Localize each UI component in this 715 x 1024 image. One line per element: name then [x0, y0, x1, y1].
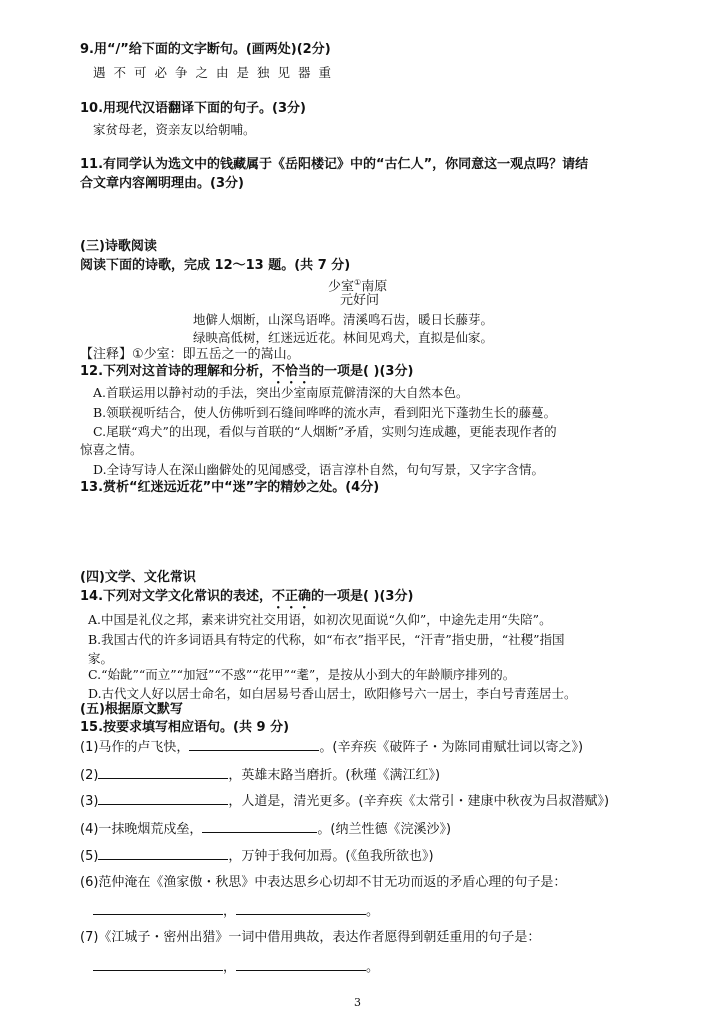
q15-item-4-blank[interactable]	[202, 820, 317, 833]
poem-title-footnote-mark: ①	[354, 278, 362, 287]
q14-title	[80, 588, 413, 612]
q10-title: 10.用现代汉语翻译下面的句子。(3分)	[80, 101, 306, 116]
q14-title-emphasis: 不正确	[272, 589, 312, 604]
poem-title-pre: 少室	[328, 279, 355, 295]
q12-title-emphasis: 不恰当	[272, 364, 312, 379]
q9-title: 9.用“/”给下面的文字断句。(画两处)(2分)	[80, 42, 331, 57]
poem-title-post: 南原	[361, 279, 388, 295]
poem-line-1: 地僻人烟断，山深鸟语哗。清溪鸣石齿，暖日长藤芽。	[193, 312, 494, 327]
q15-item-6-blank-1[interactable]	[93, 902, 223, 915]
q12-option-d: D.全诗写诗人在深山幽僻处的见闻感受，语言淳朴自然，句句写景，又字字含情。	[93, 462, 545, 477]
poem-note: 【注释】①少室：即五岳之一的嵩山。	[80, 347, 300, 362]
q15-item-5	[80, 847, 434, 866]
section4-heading: (四)文学、文化常识	[80, 570, 196, 585]
q12-option-c-line2: 惊喜之情。	[80, 442, 143, 457]
q11-line2: 合文章内容阐明理由。(3分)	[80, 176, 244, 191]
q12-option-c-line1: C.尾联“鸡犬”的出现，看似与首联的“人烟断”矛盾，实则匀连成趣，更能表现作者的	[93, 424, 557, 439]
q14-title-pre: 14.下列对文学文化常识的表述，	[80, 589, 273, 604]
q15-item-4-pre: (4)一抹晚烟荒戍垒，	[80, 822, 203, 837]
q15-item-1-post: 。(辛弃疾《破阵子・为陈同甫赋壮词以寄之》)	[319, 740, 584, 755]
q15-item-3-blank[interactable]	[98, 792, 228, 805]
q15-item-2	[80, 766, 440, 785]
page-number: 3	[354, 996, 361, 1009]
q15-item-2-post: ，英雄末路当磨折。(秋瑾《满江红》)	[228, 768, 441, 783]
q15-item-5-post: ，万钟于我何加焉。(《鱼我所欲也》)	[228, 849, 434, 864]
q15-item-7-blank-1[interactable]	[93, 958, 223, 971]
q15-item-7-answer	[93, 958, 379, 977]
q15-item-1-blank[interactable]	[189, 738, 319, 751]
q15-item-3-post: ，人道是，清光更多。(辛弃疾《太常引・建康中秋夜为吕叔潜赋》)	[228, 794, 610, 809]
q15-item-7-prompt: (7)《江城子・密州出猎》一词中借用典故，表达作者愿得到朝廷重用的句子是：	[80, 930, 541, 945]
section3-heading: (三)诗歌阅读	[80, 239, 157, 254]
q14-option-b-line2: 家。	[88, 651, 114, 666]
poem-author: 元好问	[340, 293, 380, 308]
q15-item-1-pre: (1)马作的卢飞快，	[80, 740, 190, 755]
q14-title-post: 的一项是( )(3分)	[311, 589, 414, 604]
section3-instruction: 阅读下面的诗歌，完成 12～13 题。(共 7 分)	[80, 258, 351, 273]
q15-item-7-period: 。	[366, 960, 380, 975]
q12-title-pre: 12.下列对这首诗的理解和分析，	[80, 364, 273, 379]
q15-item-1	[80, 738, 583, 757]
q11-line1: 11.有同学认为选文中的钱藏属于《岳阳楼记》中的“古仁人”，你同意这一观点吗？请结	[80, 157, 589, 172]
q15-item-6-prompt: (6)范仲淹在《渔家傲・秋思》中表达思乡心切却不甘无功而返的矛盾心理的句子是：	[80, 875, 567, 890]
q15-item-6-blank-2[interactable]	[236, 902, 366, 915]
q14-option-c: C.“始龀”“而立”“加冠”“不惑”“花甲”“耄”，是按从小到大的年龄顺序排列的。	[88, 667, 516, 682]
q9-text: 遇不可必争之由是独见器重	[93, 65, 340, 80]
q12-title-post: 的一项是( )(3分)	[311, 364, 414, 379]
q15-item-5-pre: (5)	[80, 849, 99, 864]
q14-option-b-line1: B.我国古代的许多词语具有特定的代称，如“布衣”指平民，“汗青”指史册，“社稷”指国	[88, 632, 565, 647]
q15-item-3	[80, 792, 609, 811]
q13-title: 13.赏析“红迷远近花”中“迷”字的精妙之处。(4分)	[80, 480, 380, 495]
q10-text: 家贫母老，资亲友以给朝哺。	[93, 122, 256, 137]
q15-item-2-blank[interactable]	[98, 766, 228, 779]
q12-option-a: A.首联运用以静衬动的手法，突出少室南原荒僻清深的大自然本色。	[93, 385, 469, 400]
q12-option-b: B.领联视听结合，使人仿佛听到石缝间哗哗的流水声，看到阳光下蓬勃生长的藤蔓。	[93, 405, 557, 420]
q15-item-2-pre: (2)	[80, 768, 99, 783]
q15-item-5-blank[interactable]	[98, 847, 228, 860]
q15-item-3-pre: (3)	[80, 794, 99, 809]
q15-item-6-period: 。	[366, 904, 380, 919]
q15-item-4-post: 。(纳兰性德《浣溪沙》)	[317, 822, 452, 837]
q14-option-d: D.古代文人好以居士命名，如白居易号香山居士，欧阳修号六一居士，李白号青莲居士。	[88, 686, 577, 701]
q15-item-7-blank-2[interactable]	[236, 958, 366, 971]
q15-title: 15.按要求填写相应语句。(共 9 分)	[80, 720, 290, 735]
q14-option-a: A.中国是礼仪之邦，素来讲究社交用语，如初次见面说“久仰”，中途先走用“失陪”。	[88, 612, 552, 627]
section5-heading: (五)根据原文默写	[80, 702, 183, 717]
q15-item-4	[80, 820, 451, 839]
q15-item-7-comma: ，	[223, 960, 237, 975]
q15-item-6-answer	[93, 902, 379, 921]
poem-line-2: 绿映高低树，红迷远近花。林间见鸡犬，直拟是仙家。	[193, 330, 494, 345]
q15-item-6-comma: ，	[223, 904, 237, 919]
